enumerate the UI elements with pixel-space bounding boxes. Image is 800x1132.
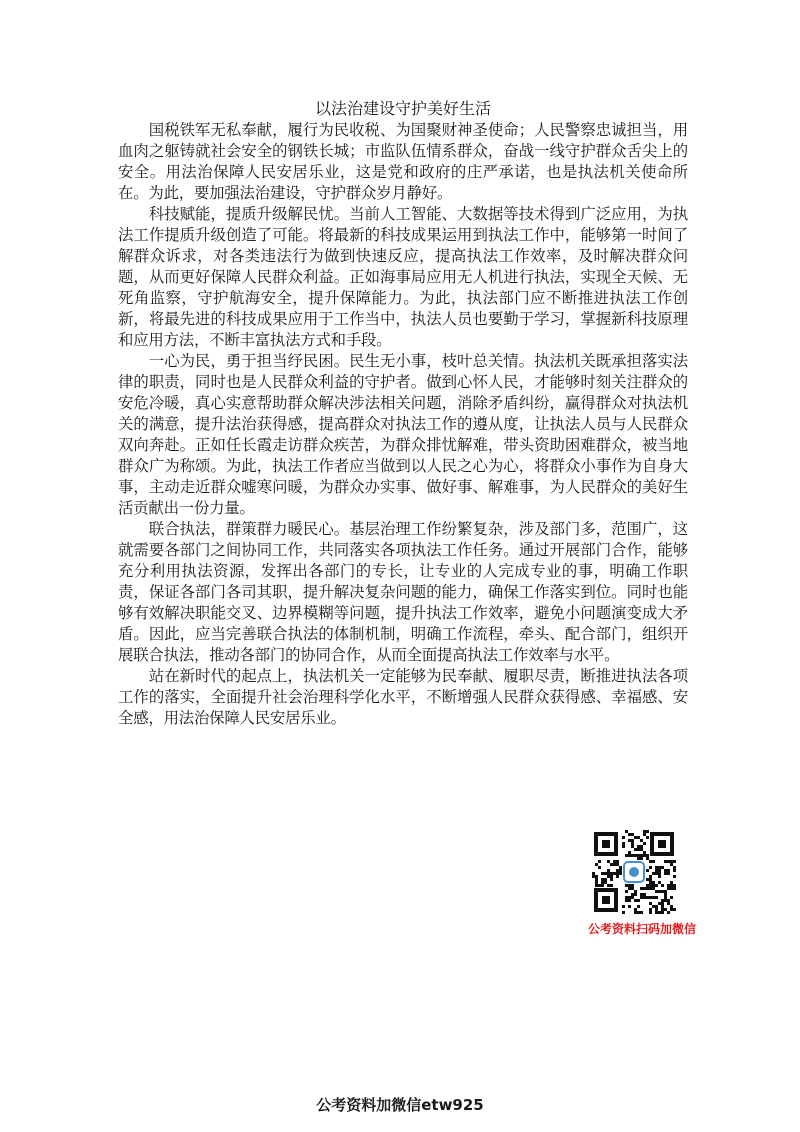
qr-module — [628, 887, 631, 890]
qr-module — [634, 848, 637, 851]
qr-module — [658, 869, 661, 872]
paragraph-5: 站在新时代的起点上，执法机关一定能够为民奉献、履职尽责，断推进执法各项工作的落实，全面提升社会治理科学化水平，不断增强人民群众获得感、幸福感、安全感，用法治保障人民安居乐业。 — [118, 667, 688, 727]
qr-module — [643, 854, 646, 857]
qr-module — [601, 884, 604, 887]
qr-module — [646, 857, 649, 860]
qr-module — [673, 869, 676, 872]
paragraph-3: 一心为民，勇于担当纾民困。民生无小事，枝叶总关情。执法机关既承担落实法律的职责，同时也是人民群众利益的守护者。做到心怀人民，才能够时刻关注群众的安危冷暖，真心实意帮助群众解决涉法相关问题，消除矛盾纠纷，赢得群众对执法机关的满意，提升法治获得感，提高群众对执法工作的遵从度，让执法人员与人民群众双向奔赴。正如任长霞走访群众疾苦，为群众排忧解难，带头资助困难群众，被当地群众广为称颂。为此，执法工作者应当做到以人民之心为心，将群众小事作为自身大事，主动走近群众嘘寒问暖，为群众办实事、做好事、解难事，为人民群众的美好生活贡献出一份力量。 — [118, 352, 688, 517]
qr-module — [640, 893, 643, 896]
qr-module — [670, 860, 673, 863]
qr-module — [652, 860, 655, 863]
qr-module — [640, 839, 643, 842]
qr-module — [646, 884, 649, 887]
qr-module — [604, 872, 607, 875]
qr-module — [607, 869, 610, 872]
qr-module — [646, 836, 649, 839]
qr-module — [661, 911, 664, 914]
document-title: 以法治建设守护美好生活 — [314, 99, 491, 118]
qr-module — [637, 911, 640, 914]
qr-module — [622, 845, 625, 848]
qr-module — [652, 881, 655, 884]
qr-module — [643, 830, 646, 833]
qr-module — [637, 899, 640, 902]
qr-module — [628, 851, 631, 854]
qr-module — [661, 890, 664, 893]
qr-module — [643, 887, 646, 890]
qr-module — [604, 881, 607, 884]
qr-module — [670, 863, 673, 866]
qr-module — [643, 833, 646, 836]
qr-module — [595, 878, 598, 881]
qr-module — [643, 893, 646, 896]
qr-module — [634, 908, 637, 911]
qr-module — [601, 872, 604, 875]
qr-module — [640, 896, 643, 899]
qr-module — [658, 911, 661, 914]
qr-module — [649, 866, 652, 869]
qr-module — [670, 905, 673, 908]
qr-module — [655, 908, 658, 911]
qr-module — [634, 911, 637, 914]
qr-module — [658, 890, 661, 893]
qr-module — [646, 854, 649, 857]
qr-module — [625, 854, 628, 857]
qr-module — [649, 878, 652, 881]
qr-module — [649, 902, 652, 905]
qr-module — [661, 905, 664, 908]
qr-module — [655, 911, 658, 914]
qr-module — [634, 899, 637, 902]
qr-module — [592, 875, 595, 878]
qr-module — [661, 884, 664, 887]
qr-module — [646, 878, 649, 881]
qr-module — [646, 887, 649, 890]
qr-module — [643, 851, 646, 854]
qr-module — [637, 905, 640, 908]
qr-module — [634, 836, 637, 839]
qr-module — [631, 884, 634, 887]
qr-module — [604, 878, 607, 881]
qr-module — [640, 911, 643, 914]
qr-module — [643, 842, 646, 845]
qr-module — [613, 872, 616, 875]
qr-module — [667, 899, 670, 902]
qr-module — [610, 863, 613, 866]
qr-module — [667, 860, 670, 863]
qr-module — [652, 884, 655, 887]
qr-module — [616, 869, 619, 872]
qr-module — [652, 896, 655, 899]
qr-module — [652, 887, 655, 890]
qr-module — [619, 872, 622, 875]
qr-module — [631, 854, 634, 857]
qr-module — [655, 872, 658, 875]
qr-module — [649, 860, 652, 863]
qr-module — [628, 905, 631, 908]
qr-module — [658, 881, 661, 884]
qr-module — [673, 860, 676, 863]
qr-module — [625, 896, 628, 899]
qr-module — [646, 869, 649, 872]
qr-module — [664, 890, 667, 893]
qr-module — [631, 893, 634, 896]
qr-module — [670, 881, 673, 884]
qr-module — [637, 845, 640, 848]
qr-module — [640, 848, 643, 851]
qr-module — [607, 884, 610, 887]
qr-module — [637, 854, 640, 857]
qr-module — [655, 896, 658, 899]
qr-module — [649, 896, 652, 899]
qr-module — [616, 863, 619, 866]
qr-module — [613, 860, 616, 863]
qr-code-icon — [592, 830, 676, 914]
qr-module — [640, 854, 643, 857]
qr-module — [616, 860, 619, 863]
qr-module — [664, 893, 667, 896]
qr-module — [658, 866, 661, 869]
qr-module — [637, 848, 640, 851]
qr-module — [661, 902, 664, 905]
qr-module — [649, 875, 652, 878]
qr-module — [661, 899, 664, 902]
qr-module — [673, 866, 676, 869]
qr-module — [658, 902, 661, 905]
qr-module — [601, 881, 604, 884]
qr-module — [649, 911, 652, 914]
qr-module — [673, 887, 676, 890]
qr-module — [631, 887, 634, 890]
qr-module — [640, 845, 643, 848]
qr-module — [649, 881, 652, 884]
qr-module — [622, 836, 625, 839]
qr-module — [667, 902, 670, 905]
qr-module — [595, 881, 598, 884]
qr-module — [625, 899, 628, 902]
qr-module — [652, 872, 655, 875]
paragraph-4: 联合执法，群策群力暖民心。基层治理工作纷繁复杂，涉及部门多，范围广，这就需要各部门之间协同工作，共同落实各项执法工作任务。通过开展部门合作，能够充分利用执法资源，发挥出各部门的专长，让专业的人完成专业的事，明确工作职责，保证各部门各司其职，提升解决复杂问题的能力，确保工作落实到位。同时也能够有效解决职能交叉、边界模糊等问题，提升执法工作效率，避免小问题演变成大矛盾。因此，应当完善联合执法的体制机制，明确工作流程，牵头、配合部门，组织开展联合执法，推动各部门的协同合作，从而全面提高执法工作效率与水平。 — [118, 520, 688, 664]
qr-module — [664, 872, 667, 875]
qr-module — [610, 875, 613, 878]
qr-module — [619, 866, 622, 869]
qr-module — [673, 908, 676, 911]
qr-module — [664, 896, 667, 899]
qr-module — [646, 896, 649, 899]
qr-module — [637, 857, 640, 860]
qr-module — [598, 866, 601, 869]
qr-module — [628, 899, 631, 902]
qr-module — [610, 878, 613, 881]
qr-module — [628, 884, 631, 887]
qr-module — [631, 845, 634, 848]
qr-module — [667, 911, 670, 914]
qr-module — [610, 872, 613, 875]
qr-module — [661, 866, 664, 869]
qr-caption: 公考资料扫码加微信 — [588, 922, 697, 936]
qr-module — [667, 887, 670, 890]
qr-module — [664, 908, 667, 911]
qr-module — [670, 896, 673, 899]
qr-module — [595, 863, 598, 866]
qr-module — [649, 908, 652, 911]
qr-module — [628, 854, 631, 857]
qr-module — [673, 884, 676, 887]
qr-module — [673, 875, 676, 878]
qr-module — [649, 887, 652, 890]
qr-module — [595, 884, 598, 887]
qr-module — [655, 905, 658, 908]
qr-module — [625, 890, 628, 893]
qr-module — [616, 875, 619, 878]
qr-module — [649, 884, 652, 887]
qr-module — [595, 875, 598, 878]
qr-module — [631, 842, 634, 845]
qr-module — [619, 869, 622, 872]
qr-module — [655, 869, 658, 872]
paragraph-1: 国税铁军无私奉献，履行为民收税、为国聚财神圣使命；人民警察忠诚担当，用血肉之躯铸就社会安全的钢铁长城；市监队伍情系群众，奋战一线守护群众舌尖上的安全。用法治保障人民安居乐业，这是党和政府的庄严承诺，也是执法机关使命所在。为此，要加强法治建设，守护群众岁月静好。 — [118, 121, 688, 202]
qr-module — [616, 872, 619, 875]
qr-module — [643, 896, 646, 899]
qr-module — [634, 890, 637, 893]
qr-module — [628, 896, 631, 899]
qr-module — [670, 908, 673, 911]
qr-module — [601, 878, 604, 881]
qr-module — [670, 887, 673, 890]
qr-module — [652, 905, 655, 908]
qr-module — [655, 890, 658, 893]
qr-module — [655, 884, 658, 887]
qr-module — [667, 884, 670, 887]
qr-module — [592, 872, 595, 875]
qr-module — [613, 863, 616, 866]
qr-module — [661, 908, 664, 911]
qr-module — [607, 875, 610, 878]
qr-module — [634, 854, 637, 857]
qr-module — [658, 872, 661, 875]
qr-module — [631, 839, 634, 842]
qr-module — [670, 884, 673, 887]
qr-module — [655, 866, 658, 869]
qr-module — [622, 842, 625, 845]
qr-module — [610, 884, 613, 887]
qr-module — [625, 884, 628, 887]
qr-module — [667, 869, 670, 872]
qr-module — [640, 857, 643, 860]
qr-module — [625, 830, 628, 833]
qr-module — [664, 899, 667, 902]
qr-module — [658, 875, 661, 878]
qr-module — [628, 839, 631, 842]
qr-module — [622, 905, 625, 908]
document-body — [118, 98, 688, 729]
qr-module — [664, 860, 667, 863]
qr-module — [631, 896, 634, 899]
qr-module — [607, 860, 610, 863]
footer-text: 公考资料加微信etw925 — [316, 1096, 484, 1114]
qr-module — [598, 884, 601, 887]
paragraph-2: 科技赋能，提质升级解民忧。当前人工智能、大数据等技术得到广泛应用，为执法工作提质升级创造了可能。将最新的科技成果运用到执法工作中，能够第一时间了解群众诉求，对各类违法行为做到快速反应，提高执法工作效率，及时解决群众问题，从而更好保障人民群众利益。正如海事局应用无人机进行执法，实现全天候、无死角监察，守护航海安全，提升保障能力。为此，执法部门应不断推进执法工作创新，将最先进的科技成果应用于工作当中，执法人员也要勤于学习，掌握新科技原理和应用方法，不断丰富执法方式和手段。 — [118, 205, 688, 349]
qr-module — [622, 911, 625, 914]
qr-module — [640, 887, 643, 890]
qr-module — [634, 893, 637, 896]
qr-block — [588, 830, 706, 937]
qr-module — [637, 836, 640, 839]
qr-module — [646, 830, 649, 833]
qr-module — [631, 833, 634, 836]
qr-module — [598, 860, 601, 863]
qr-module — [664, 869, 667, 872]
qr-module — [628, 833, 631, 836]
qr-module — [667, 872, 670, 875]
qr-module — [607, 872, 610, 875]
